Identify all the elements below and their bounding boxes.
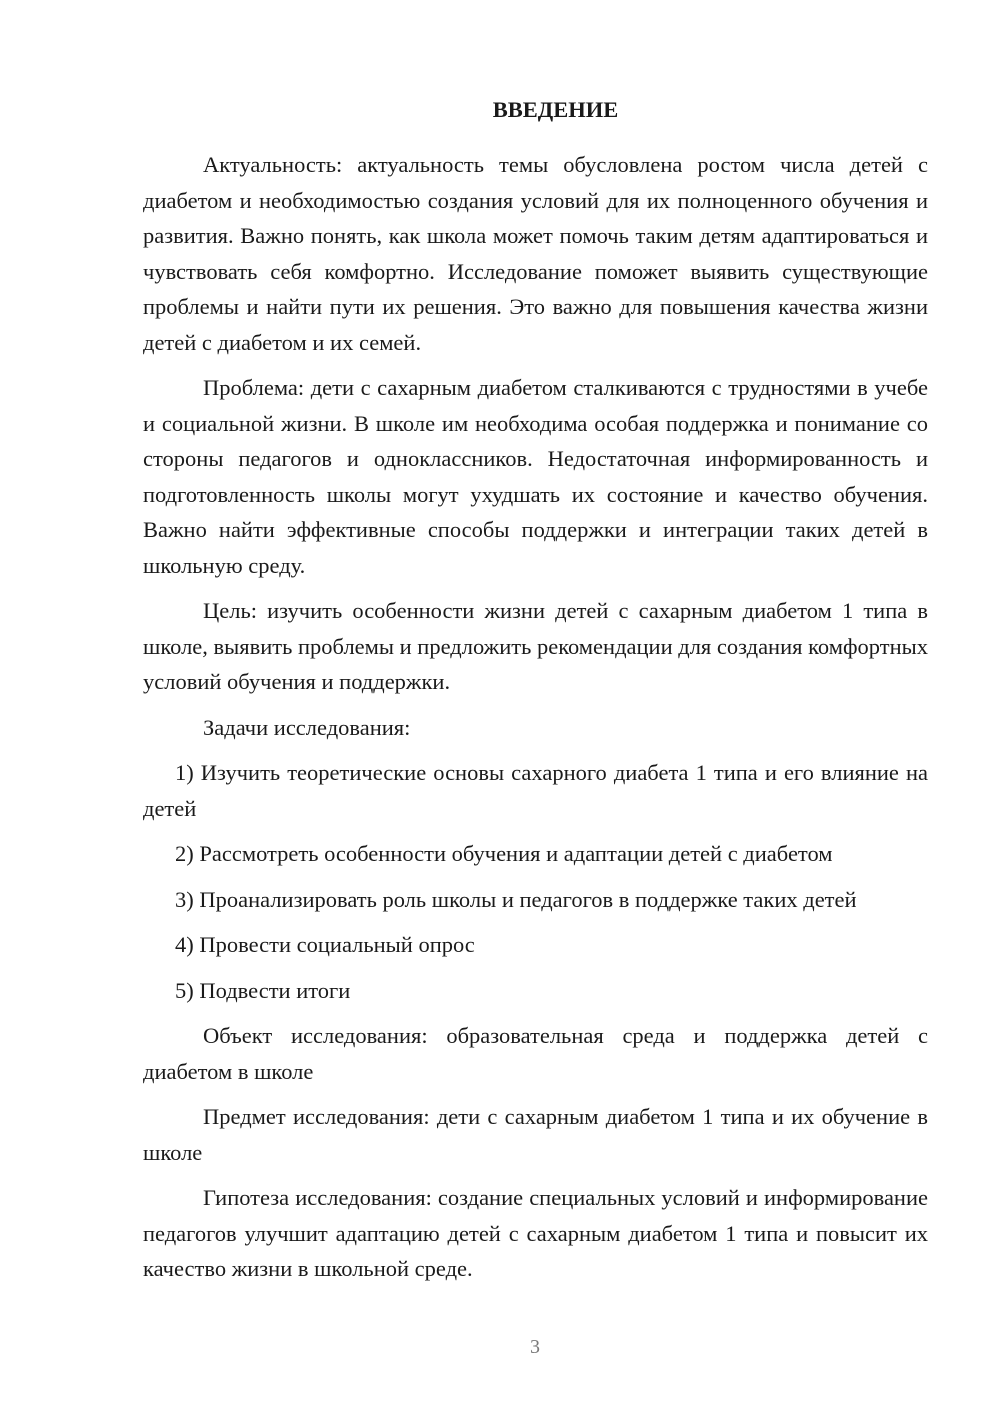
tasks-heading: Задачи исследования: [203,714,411,740]
paragraph-hypothesis: Гипотеза исследования: создание специальных условий и информирование педагогов улучшит адаптацию детей с сахарным диабетом 1 типа и повысит их качество жизни в школьной среде. [143,1185,928,1281]
task-item: 3) Проанализировать роль школы и педагогов в поддержке таких детей [175,886,857,912]
paragraph-subject: Предмет исследования: дети с сахарным диабетом 1 типа и их обучение в школе [143,1104,928,1165]
task-item: 1) Изучить теоретические основы сахарного диабета 1 типа и его влияние на детей [143,760,928,821]
task-item: 5) Подвести итоги [175,977,351,1003]
paragraph-relevance: Актуальность: актуальность темы обусловлена ростом числа детей с диабетом и необходимостью создания условий для их полноценного обучения и развития. Важно понять, как школа может помочь таким детям адаптироваться и чувствовать себя комфортно. Исследование поможет выявить существующие проблемы и найти пути их решения. Это важно для повышения качества жизни детей с диабетом и их семей. [143,152,928,355]
task-item: 2) Рассмотреть особенности обучения и адаптации детей с диабетом [175,841,833,866]
paragraph-goal: Цель: изучить особенности жизни детей с сахарным диабетом 1 типа в школе, выявить проблемы и предложить рекомендации для создания комфортных условий обучения и поддержки. [143,598,928,694]
task-item: 4) Провести социальный опрос [175,932,475,957]
section-title: ВВЕДЕНИЕ [492,97,619,122]
paragraph-problem: Проблема: дети с сахарным диабетом сталкиваются с трудностями в учебе и социальной жизни. В школе им необходима особая поддержка и понимание со стороны педагогов и одноклассников. Недостаточная информированность и подготовленность школы могут ухудшать их состояние и качество обучения. Важно найти эффективные способы поддержки и интеграции таких детей в школьную среду. [143,375,928,578]
paragraph-object: Объект исследования: образовательная среда и поддержка детей с диабетом в школе [143,1023,928,1084]
page-number: 3 [530,1336,540,1358]
page-content [143,92,928,1297]
